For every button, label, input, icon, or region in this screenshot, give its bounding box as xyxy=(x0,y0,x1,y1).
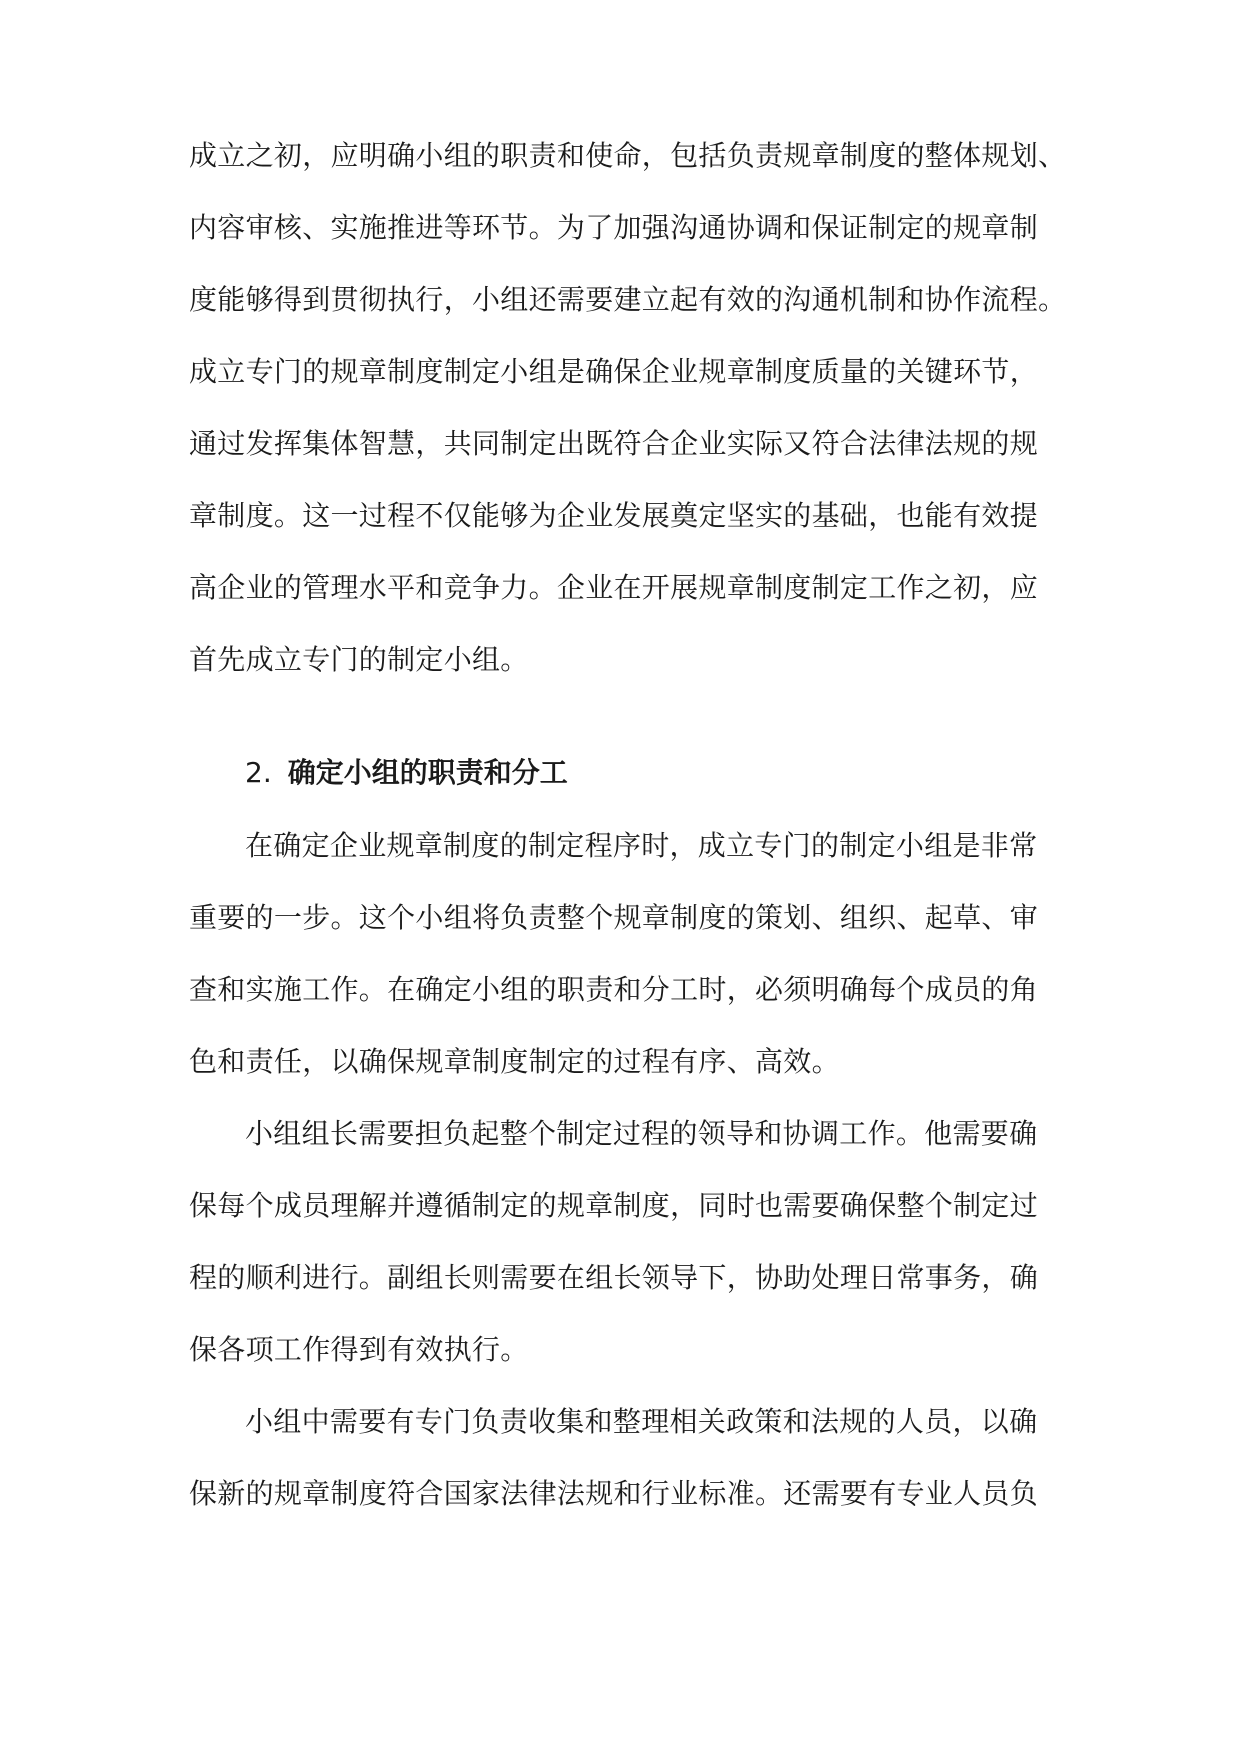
paragraph-line: 重要的一步。这个小组将负责整个规章制度的策划、组织、起草、审 xyxy=(189,901,1039,934)
paragraph-line: 保每个成员理解并遵循制定的规章制度，同时也需要确保整个制定过 xyxy=(189,1189,1039,1222)
paragraph-line: 色和责任，以确保规章制度制定的过程有序、高效。 xyxy=(189,1045,840,1078)
paragraph-line: 保新的规章制度符合国家法律法规和行业标准。还需要有专业人员负 xyxy=(189,1477,1039,1510)
paragraph-line: 查和实施工作。在确定小组的职责和分工时，必须明确每个成员的角 xyxy=(189,973,1039,1006)
paragraph-line: 在确定企业规章制度的制定程序时，成立专门的制定小组是非常 xyxy=(245,829,1038,862)
paragraph-line: 小组中需要有专门负责收集和整理相关政策和法规的人员，以确 xyxy=(245,1405,1038,1438)
paragraph-line: 通过发挥集体智慧，共同制定出既符合企业实际又符合法律法规的规 xyxy=(189,427,1039,460)
section-heading xyxy=(245,753,568,793)
paragraph-line: 章制度。这一过程不仅能够为企业发展奠定坚实的基础，也能有效提 xyxy=(189,499,1039,532)
paragraph-line: 小组组长需要担负起整个制定过程的领导和协调工作。他需要确 xyxy=(245,1117,1038,1150)
paragraph-line: 内容审核、实施推进等环节。为了加强沟通协调和保证制定的规章制 xyxy=(189,211,1039,244)
paragraph-line: 首先成立专门的制定小组。 xyxy=(189,643,529,676)
paragraph-line: 成立之初，应明确小组的职责和使命，包括负责规章制度的整体规划、 xyxy=(189,139,1067,172)
paragraph-line: 成立专门的规章制度制定小组是确保企业规章制度质量的关键环节， xyxy=(189,355,1039,388)
section-title: 确定小组的职责和分工 xyxy=(287,756,568,789)
paragraph-line: 保各项工作得到有效执行。 xyxy=(189,1333,529,1366)
paragraph-line: 高企业的管理水平和竞争力。企业在开展规章制度制定工作之初，应 xyxy=(189,571,1039,604)
paragraph-line: 程的顺利进行。副组长则需要在组长领导下，协助处理日常事务，确 xyxy=(189,1261,1039,1294)
section-number: 2. xyxy=(245,756,272,789)
paragraph-line: 度能够得到贯彻执行，小组还需要建立起有效的沟通机制和协作流程。 xyxy=(189,283,1067,316)
